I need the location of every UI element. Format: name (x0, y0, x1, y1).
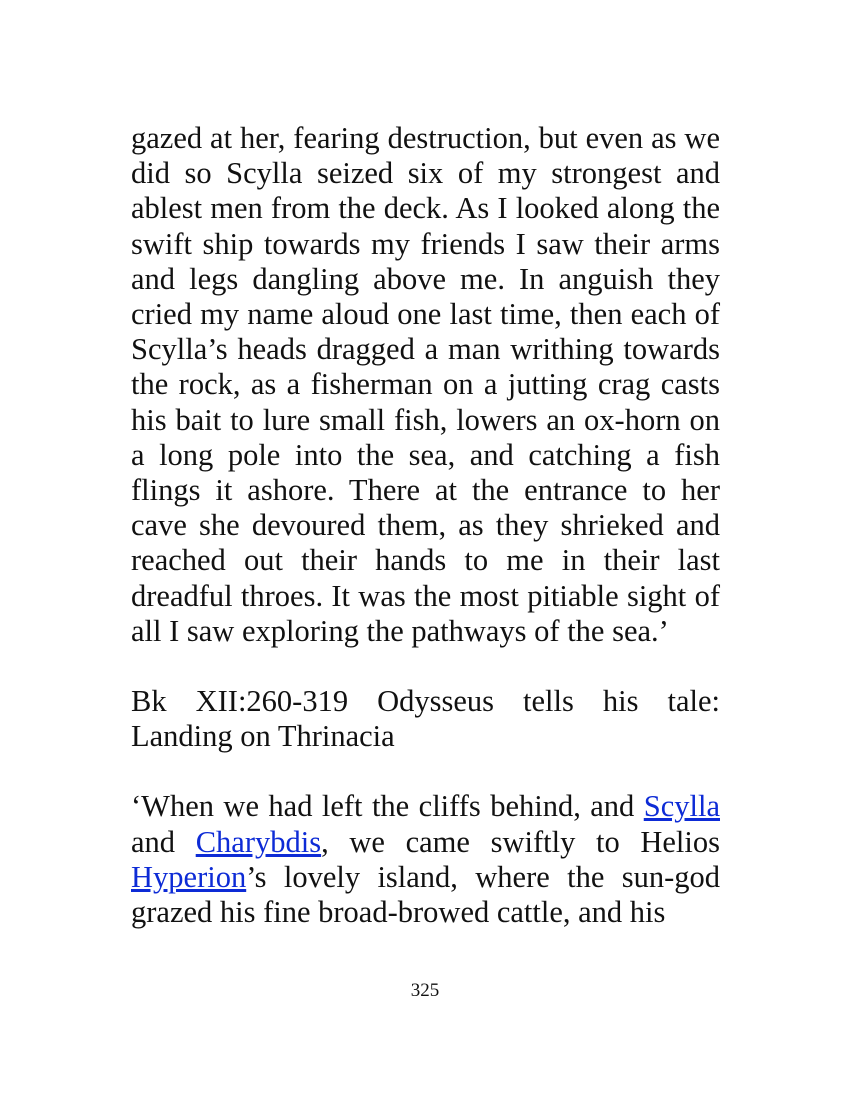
section-heading: Bk XII:260-319 Odysseus tells his tale: Landing on Thrinacia (131, 684, 720, 754)
paragraph-scylla-attack: gazed at her, fearing destruction, but even as we did so Scylla seized six of my strongest and ablest men from the deck. As I looked along the swift ship towards my friends I saw their arms and legs dangling above me. In anguish they cried my name aloud one last time, then each of Scylla’s heads dragged a man writhing towards the rock, as a fisherman on a jutting crag casts his bait to lure small fish, lowers an ox-horn on a long pole into the sea, and catching a fish flings it ashore. There at the entrance to her cave she devoured them, as they shrieked and reached out their hands to me in their last dreadful throes. It was the most pitiable sight of all I saw exploring the pathways of the sea.’ (131, 121, 720, 648)
paragraph-text: ’s lovely island, where the sun-god grazed his fine broad-browed cattle, and his (131, 859, 720, 930)
page-number: 325 (410, 980, 440, 1001)
paragraph-text: , we came swiftly to Helios (321, 824, 720, 859)
paragraph-thrinacia (131, 789, 720, 930)
page-body (131, 121, 720, 930)
link-hyperion[interactable]: Hyperion (131, 859, 247, 894)
link-charybdis[interactable]: Charybdis (195, 824, 322, 859)
link-scylla[interactable]: Scylla (643, 789, 720, 824)
paragraph-text: ‘When we had left the cliffs behind, and (131, 789, 644, 824)
paragraph-text: and (131, 824, 196, 859)
